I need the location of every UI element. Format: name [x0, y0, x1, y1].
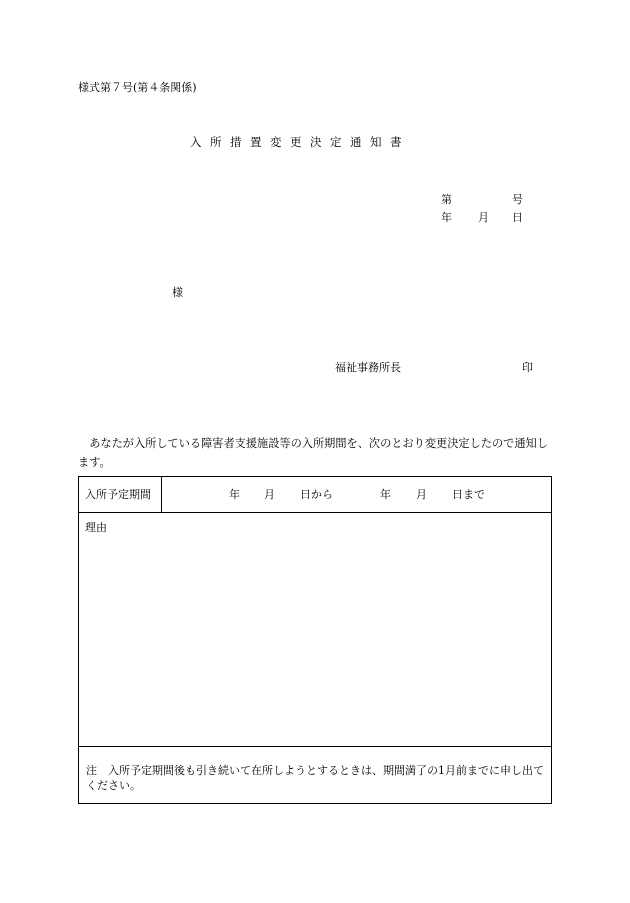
note-row [79, 746, 551, 803]
decision-table [78, 476, 552, 804]
from-day: 日から [300, 488, 333, 501]
date-day: 日 [512, 211, 523, 224]
to-day: 日まで [452, 488, 485, 501]
to-year: 年 [380, 488, 391, 501]
period-label: 入所予定期間 [85, 488, 151, 501]
doc-number-suffix: 号 [512, 193, 523, 206]
to-month: 月 [416, 488, 427, 501]
doc-number-prefix: 第 [441, 193, 452, 206]
seal-mark: 印 [522, 361, 533, 374]
document-title: 入所措置変更決定通知書 [190, 135, 410, 149]
from-year: 年 [229, 488, 240, 501]
issuer-title: 福祉事務所長 [335, 361, 401, 374]
date-month: 月 [478, 211, 489, 224]
period-label-cell [79, 477, 162, 512]
body-paragraph: あなたが入所している障害者支援施設等の入所期間を、次のとおり変更決定したので通知します。 [78, 437, 548, 469]
date-year: 年 [441, 211, 452, 224]
from-month: 月 [264, 488, 275, 501]
reason-label: 理由 [85, 521, 107, 534]
form-number: 様式第７号(第４条関係) [78, 81, 197, 94]
recipient-suffix: 様 [172, 286, 183, 299]
period-row [79, 477, 551, 513]
note-text: 注 入所予定期間後も引き続いて在所しようとするときは、期間満了の1月前までに申し出てください。 [86, 764, 544, 792]
